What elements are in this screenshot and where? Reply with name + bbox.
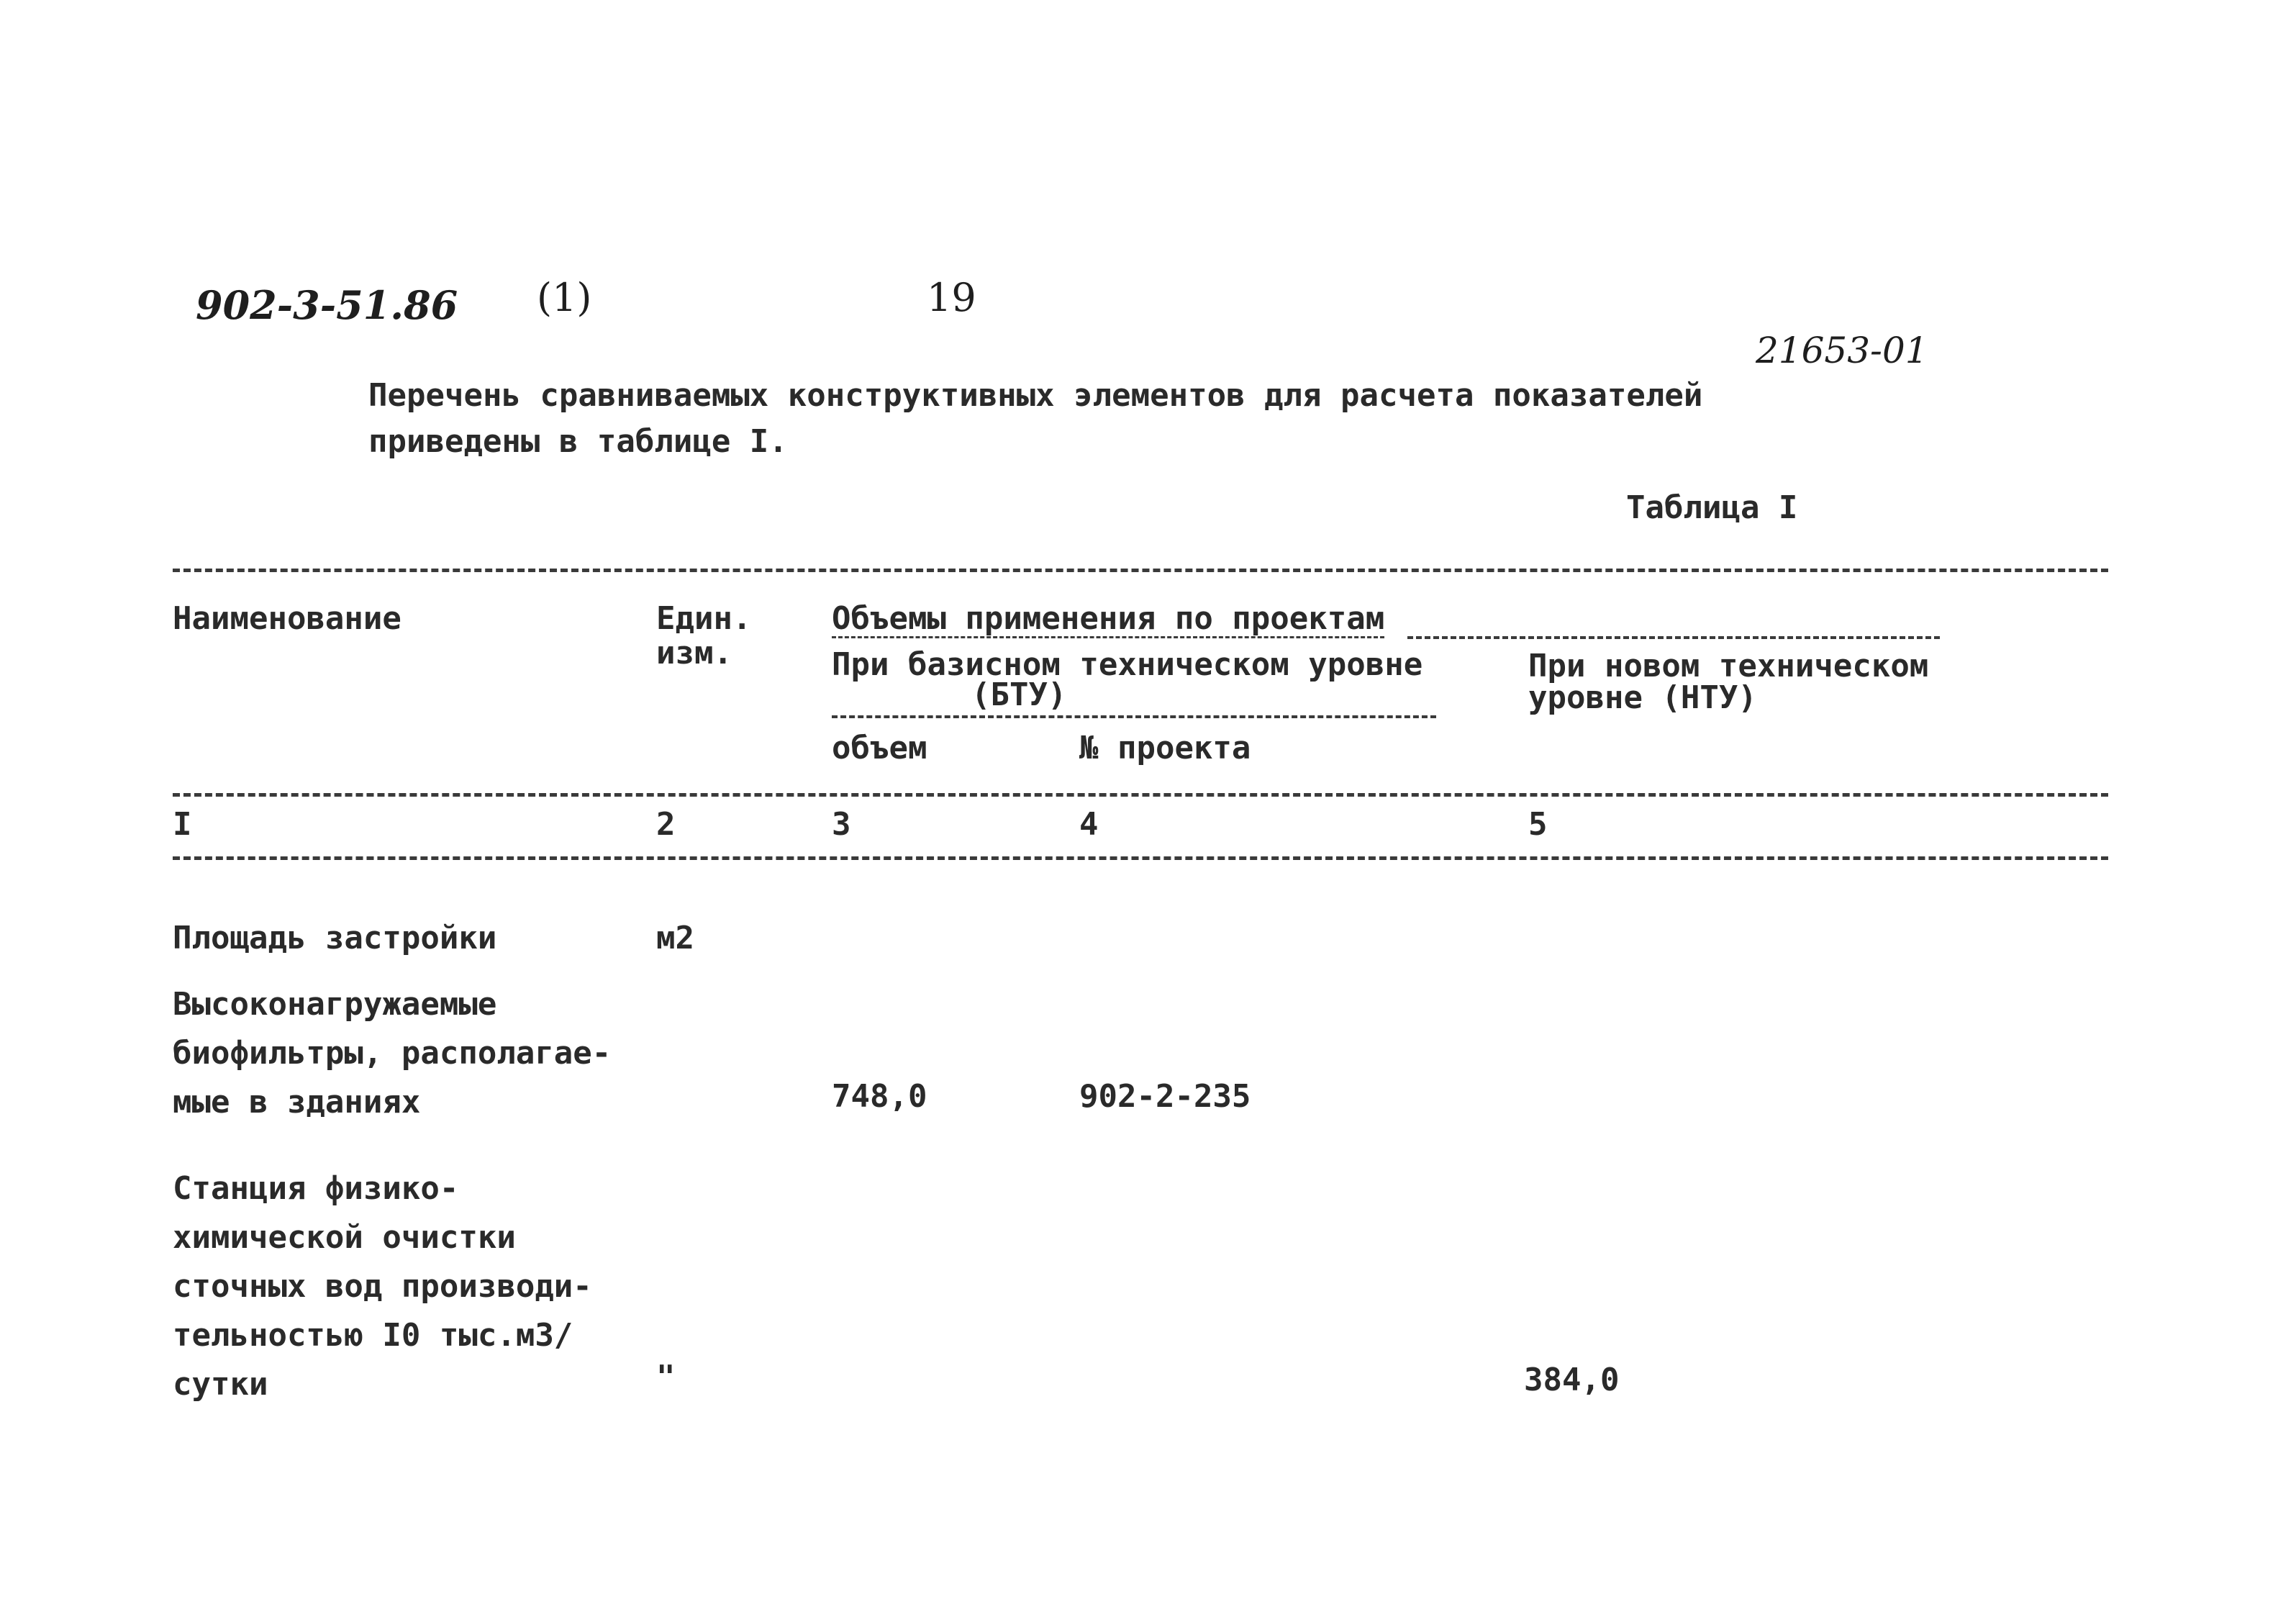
header-volumes-rule	[1407, 636, 1940, 639]
page-number: 19	[927, 275, 976, 320]
table-row-3-unit: "	[656, 1359, 676, 1395]
table-row-1-name: Площадь застройки	[173, 920, 497, 956]
header-name: Наименование	[173, 600, 401, 637]
archive-number: 21653-01	[1756, 330, 1928, 371]
table-row-2-project: 902-2-235	[1079, 1078, 1251, 1115]
column-number-5: 5	[1528, 806, 1548, 843]
table-row-3-ntu: 384,0	[1524, 1362, 1620, 1398]
column-number-4: 4	[1079, 806, 1099, 843]
table-row-1-unit: м2	[656, 920, 694, 956]
table-row-2-name: Высоконагружаемые биофильтры, располагае- мые в зданиях	[173, 986, 612, 1121]
header-btu-line-1: При базисном техническом уровне	[832, 646, 1423, 683]
header-unit-line-1: Един.	[656, 600, 752, 637]
intro-line-1: Перечень сравниваемых конструктивных элементов для расчета показателей	[368, 377, 1703, 414]
header-ntu-line-2: уровне (НТУ)	[1528, 679, 1757, 716]
column-number-2: 2	[656, 806, 676, 843]
header-bottom-rule	[173, 793, 2108, 797]
table-row-3-name: Станция физико- химической очистки сточных вод производи- тельностью I0 тыс.м3/ сутки	[173, 1170, 592, 1403]
column-number-3: 3	[832, 806, 851, 843]
intro-line-2: приведены в таблице I.	[368, 423, 788, 460]
header-volumes-group: Объемы применения по проектам	[832, 600, 1385, 637]
column-number-1: I	[173, 806, 192, 843]
column-numbers-rule	[173, 856, 2108, 860]
table-row-2-volume: 748,0	[832, 1078, 927, 1115]
header-btu-project: № проекта	[1079, 730, 1251, 766]
header-ntu-line-1: При новом техническом	[1528, 648, 1929, 684]
table-caption: Таблица I	[1626, 489, 1798, 526]
table-top-rule	[173, 569, 2108, 572]
header-btu-volume: объем	[832, 730, 927, 766]
header-unit-line-2: изм.	[656, 635, 732, 671]
header-btu-rule	[832, 715, 1436, 718]
document-code: 902-3-51.86	[196, 282, 458, 328]
header-btu-line-2: (БТУ)	[971, 676, 1067, 713]
part-marker: (1)	[537, 275, 592, 320]
